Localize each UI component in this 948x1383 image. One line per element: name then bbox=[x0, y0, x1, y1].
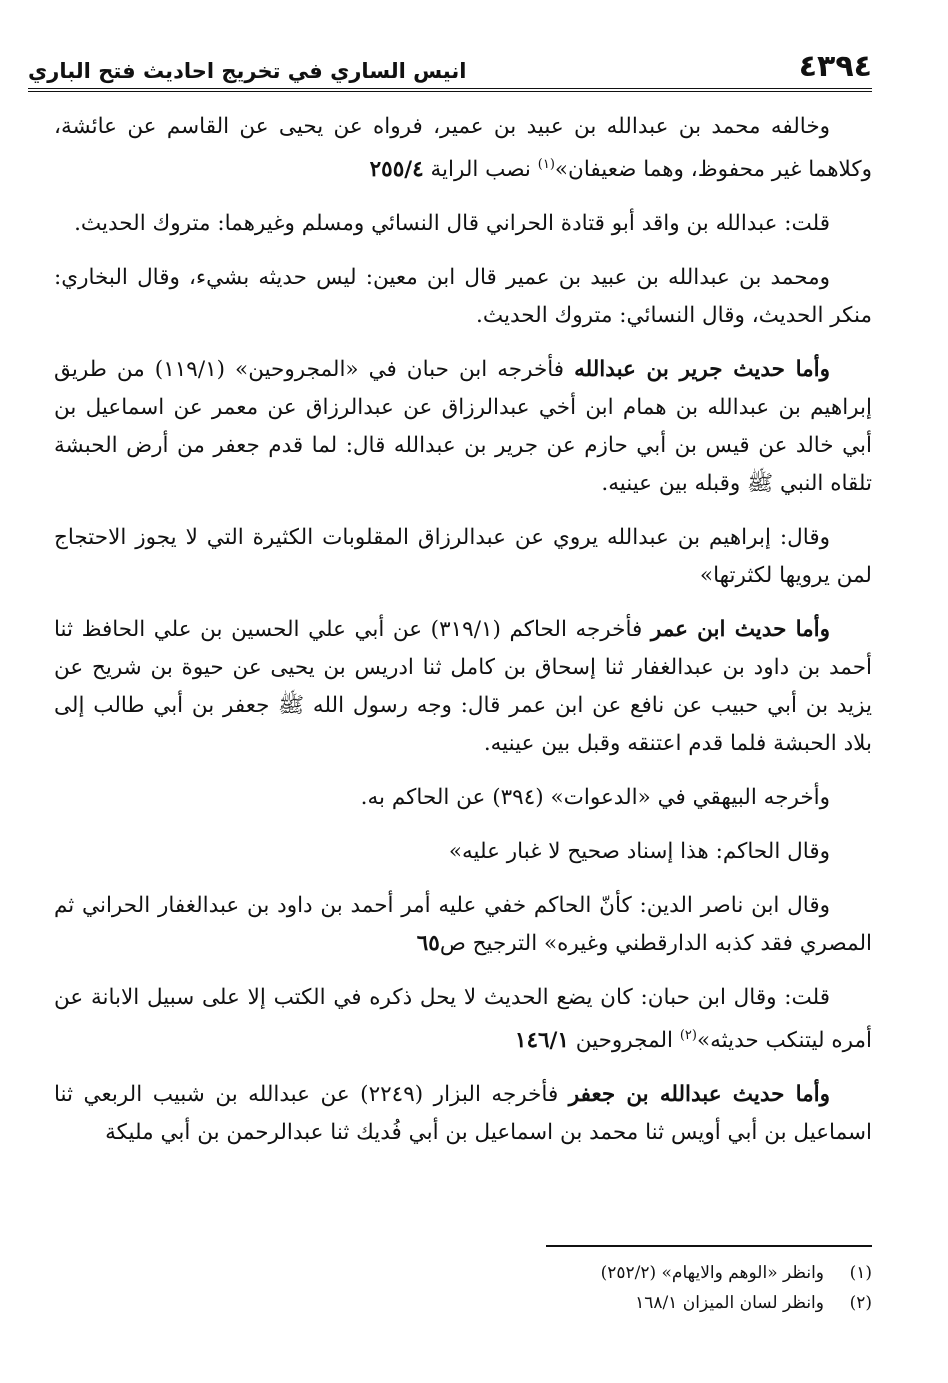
paragraph-1: وخالفه محمد بن عبدالله بن عبيد بن عمير، فرواه عن يحيى عن القاسم عن عائشة، وكلاهما غير محفوظ، وهما ضعيفان»$^{(١)}$ نصب الراية ٢٥٥/٤ bbox=[54, 114, 872, 183]
footnote-1: (١) وانظر «الوهم والايهام» (٢٥٢/٢) bbox=[600, 1263, 872, 1283]
paragraph-11: وأما حديث عبدالله بن جعفر فأخرجه البزار (٢٢٤٩) عن عبدالله بن شبيب الربعي ثنا اسماعيل بن أبي أويس ثنا محمد بن اسماعيل بن أبي فُديك ثنا عبدالرحمن بن أبي مليكة bbox=[54, 1082, 872, 1146]
paragraph-3: ومحمد بن عبدالله بن عبيد بن عمير قال ابن معين: ليس حديثه بشيء، وقال البخاري: منكر الحديث، وقال النسائي: متروك الحديث. bbox=[54, 265, 872, 329]
section-lead: وأما حديث ابن عمر bbox=[650, 617, 830, 643]
section-lead: وأما حديث جرير بن عبدالله bbox=[574, 357, 830, 383]
paragraph-7: وأخرجه البيهقي في «الدعوات» (٣٩٤) عن الحاكم به. bbox=[360, 785, 830, 811]
page-body bbox=[54, 108, 872, 1168]
footnote-divider bbox=[546, 1245, 872, 1247]
paragraph-2: قلت: عبدالله بن واقد أبو قتادة الحراني قال النسائي ومسلم وغيرهما: متروك الحديث. bbox=[74, 211, 830, 237]
footnote-2: (٢) وانظر لسان الميزان ١٦٨/١ bbox=[635, 1293, 872, 1313]
book-title: انيس الساري في تخريج احاديث فتح الباري bbox=[28, 59, 467, 83]
footnotes bbox=[54, 1258, 872, 1318]
paragraph-6: وأما حديث ابن عمر فأخرجه الحاكم (٣١٩/١) عن أبي علي الحسين بن علي الحافظ ثنا أحمد بن داود بن عبدالغفار ثنا إسحاق بن كامل ثنا ادريس بن يحيى عن حيوة بن شريح عن يزيد بن أبي حبيب عن نافع عن ابن عمر قال: وجه رسول الله ﷺ جعفر بن أبي طالب إلى بلاد الحبشة فلما قدم اعتنقه وقبل بين عينيه. bbox=[54, 617, 872, 757]
page-header bbox=[28, 36, 872, 92]
paragraph-8: وقال الحاكم: هذا إسناد صحيح لا غبار عليه» bbox=[448, 839, 830, 865]
paragraph-10: قلت: وقال ابن حبان: كان يضع الحديث لا يحل ذكره في الكتب إلا على سبيل الابانة عن أمره ليتنكب حديثه»$^{(٢)}$ المجروحين ١٤٦/١ bbox=[54, 985, 872, 1054]
footnote-marker-1: (١) bbox=[537, 157, 555, 172]
paragraph-5: وقال: إبراهيم بن عبدالله يروي عن عبدالرزاق المقلوبات الكثيرة التي لا يجوز الاحتجاج لمن يرويها لكثرتها» bbox=[54, 525, 872, 589]
page-number: ٤٣٩٤ bbox=[798, 49, 872, 84]
footnote-marker-2: (٢) bbox=[679, 1028, 697, 1044]
paragraph-9: وقال ابن ناصر الدين: كأنّ الحاكم خفي عليه أمر أحمد بن داود بن عبدالغفار الحراني ثم المصري فقد كذبه الدارقطني وغيره» الترجيح ص٦٥ bbox=[54, 893, 872, 957]
section-lead: وأما حديث عبدالله بن جعفر bbox=[568, 1082, 831, 1108]
paragraph-4: وأما حديث جرير بن عبدالله فأخرجه ابن حبان في «المجروحين» (١١٩/١) من طريق إبراهيم بن عبدالله بن همام ابن أخي عبدالرزاق عن عبدالرزاق عن معمر عن اسماعيل بن أبي خالد عن قيس بن أبي حازم عن جرير بن عبدالله قال: لما قدم جعفر من أرض الحبشة تلقاه النبي ﷺ وقبله بين عينيه. bbox=[54, 357, 872, 497]
